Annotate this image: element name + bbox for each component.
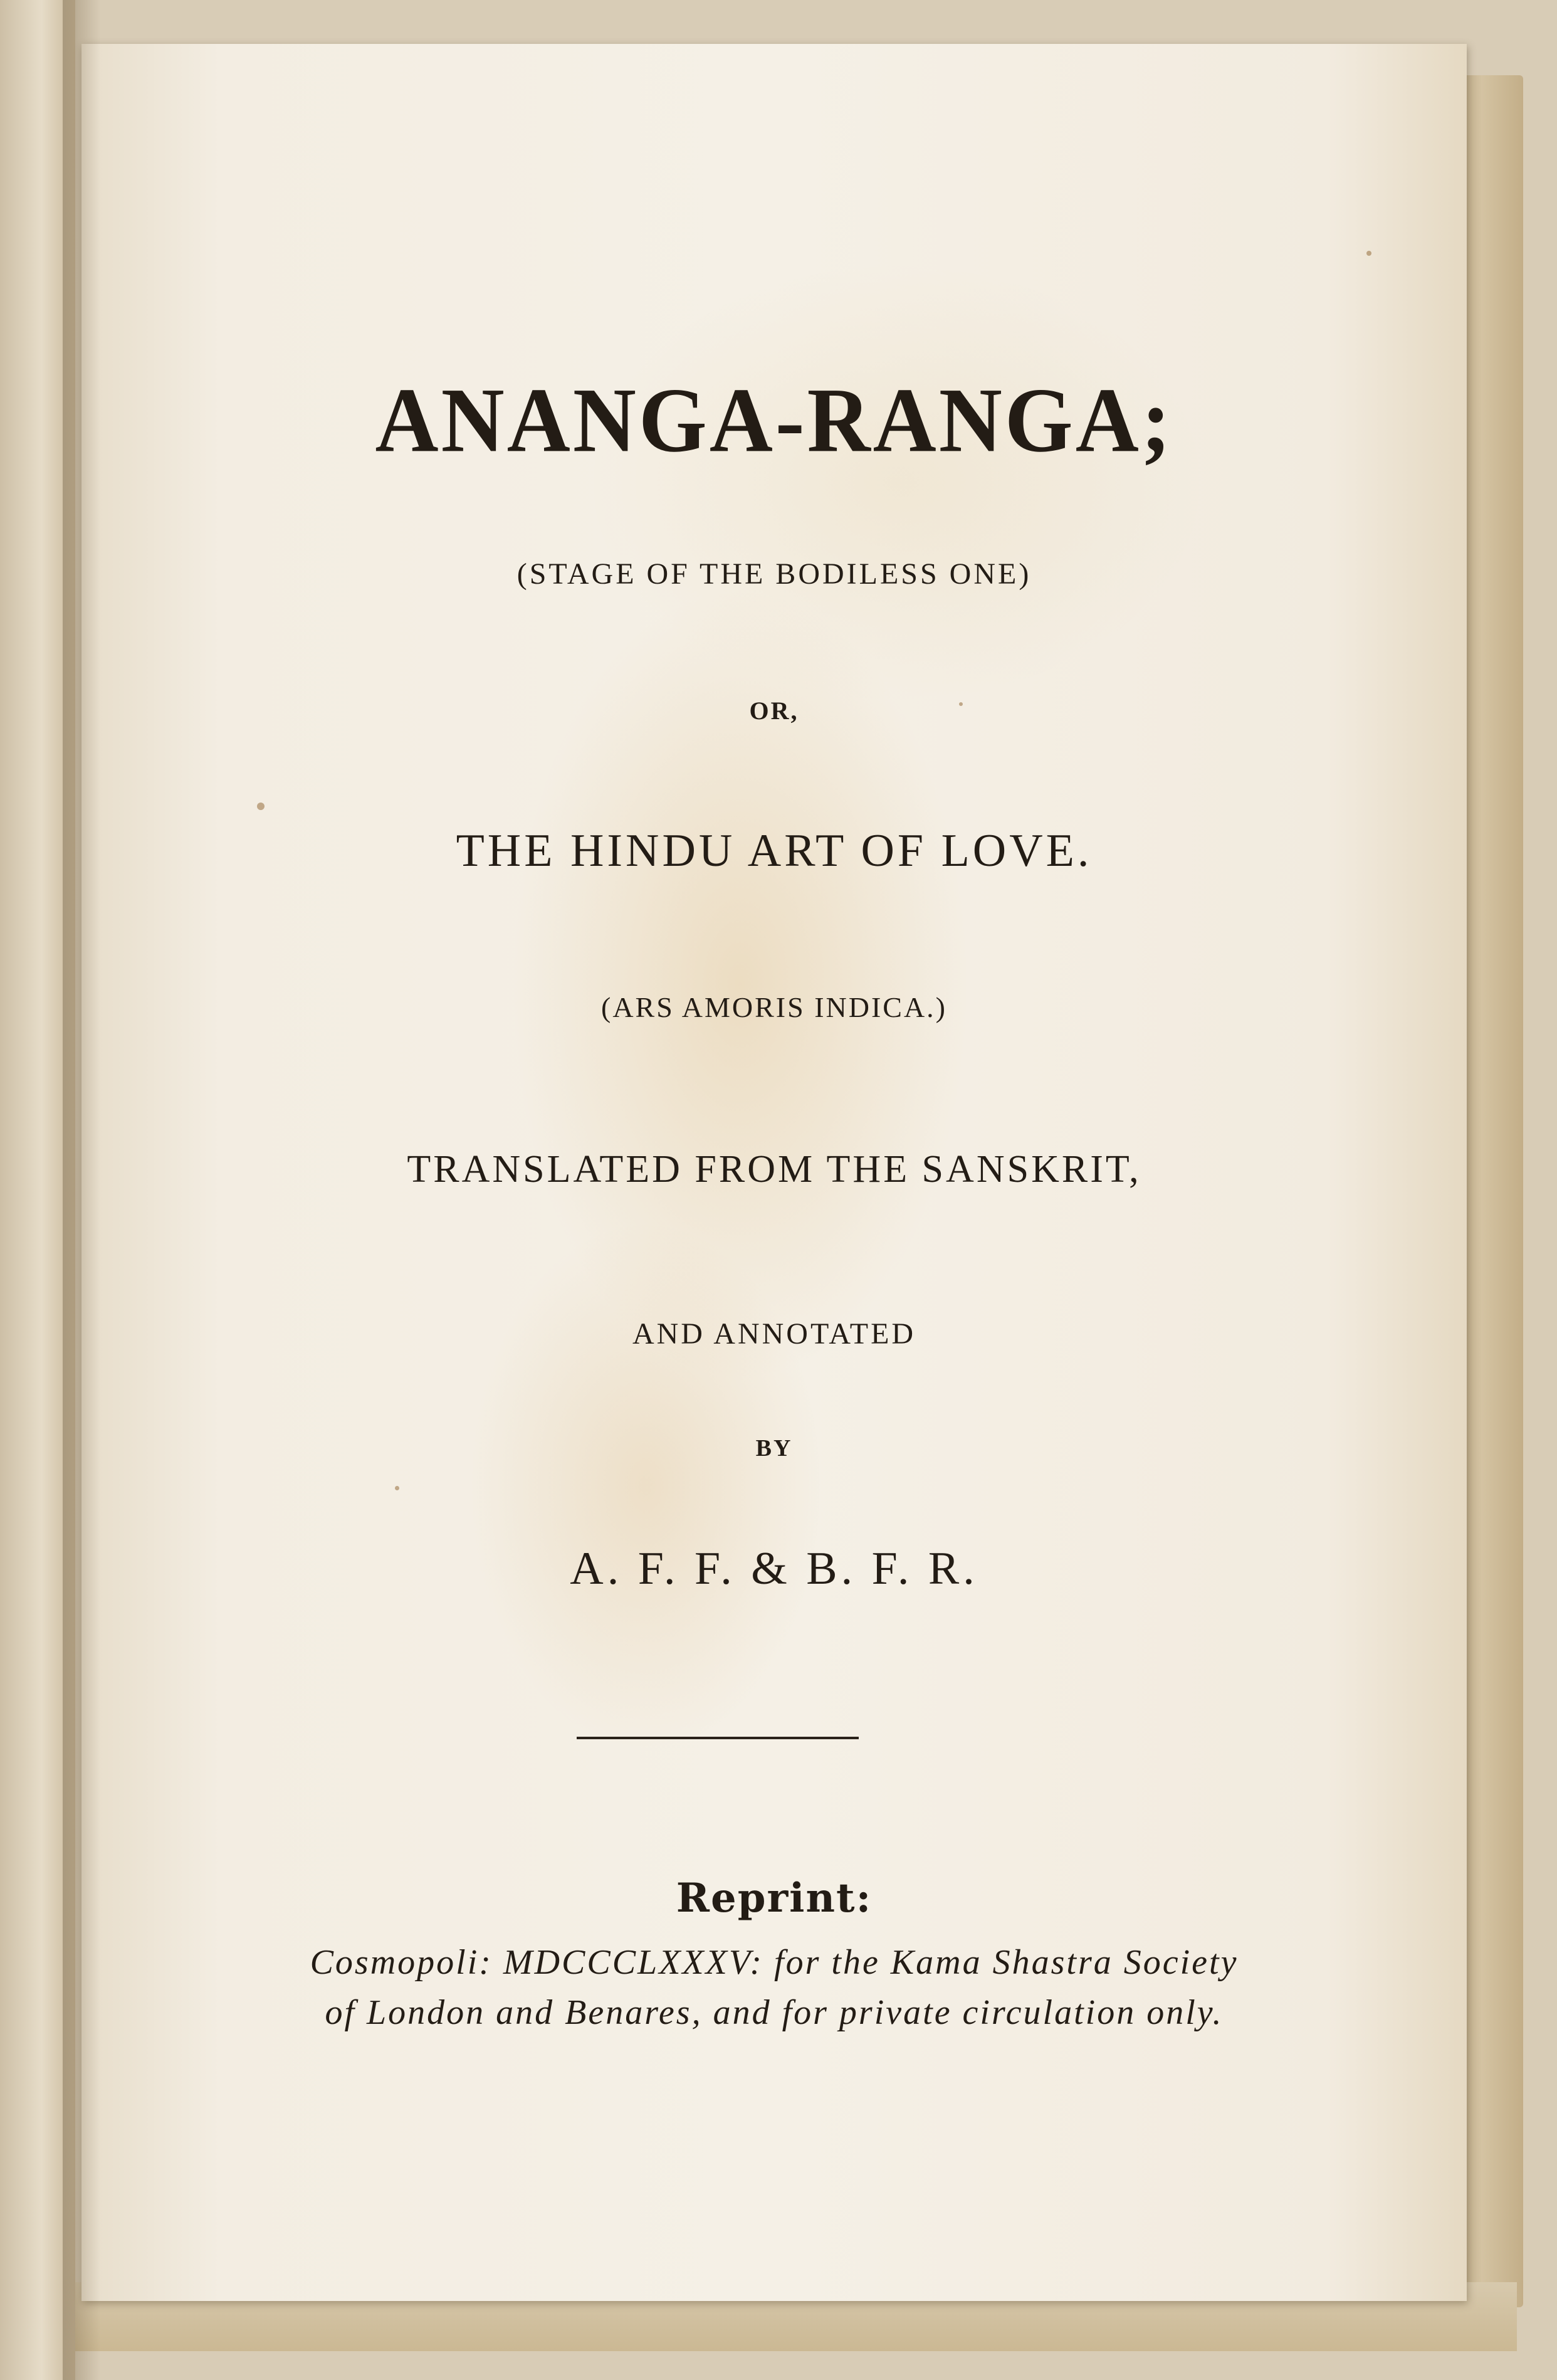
foxing-spot (395, 1486, 399, 1490)
book-title: ANANGA-RANGA; (375, 369, 1173, 471)
imprint-line-2: of London and Benares, and for private circulation only. (325, 1993, 1224, 2032)
latin-title: (ARS AMORIS INDICA.) (601, 991, 947, 1023)
by-text: BY (755, 1435, 793, 1461)
reprint-label: Reprint: (676, 1875, 873, 1922)
title-page (81, 44, 1467, 2301)
spine-shadow (63, 0, 100, 2380)
annotation-note: AND ANNOTATED (632, 1317, 916, 1351)
alternate-title: THE HINDU ART OF LOVE. (456, 825, 1093, 877)
translation-note: TRANSLATED FROM THE SANSKRIT, (407, 1148, 1141, 1191)
conjunction-text: OR, (749, 697, 799, 725)
imprint-line-1: Cosmopoli: MDCCCLXXXV: for the Kama Shastra Society (310, 1943, 1239, 1982)
foxing-spot (257, 803, 265, 810)
divider-rule (577, 1737, 859, 1739)
author-initials: A. F. F. & B. F. R. (570, 1543, 978, 1594)
book-subtitle: (STAGE OF THE BODILESS ONE) (516, 557, 1032, 591)
foxing-spot (1366, 251, 1371, 256)
